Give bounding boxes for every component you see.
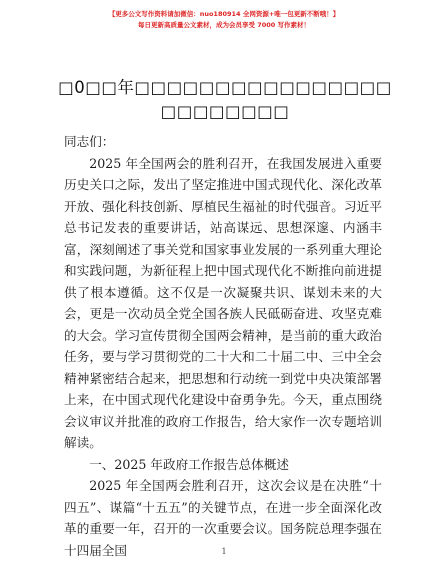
- promo-banner-line-1: 【更多公文写作资料请加微信：nuo180914 全网资源+唯一包更新不断哦！】: [108, 10, 340, 18]
- page-number: 1: [221, 547, 227, 556]
- document-body: [64, 131, 382, 561]
- paragraph-section-1: 2025 年全国两会胜利召开，这次会议是在决胜“十四五”、谋篇“十五五”的关键节点，在进一步全面深化改革的重要一年，召开的一次重要会议。国务院总理李强在十四届全国: [64, 478, 382, 558]
- greeting: 同志们：: [64, 134, 115, 149]
- document-title: □0□□年□□□□□□□□□□□□□□□□□□□□□□□□: [58, 78, 392, 121]
- paragraph-intro: 2025 年全国两会的胜利召开，在我国发展进入重要历史关口之际，发出了坚定推进中国式现代化、深化改革开放、强化科技创新、厚植民生福祉的时代强音。习近平总书记发表的重要讲话，站高谋远、思想深邃、内涵丰富，深刻阐述了事关党和国家事业发展的一系列重大理论和实践问题，为新征程上把中国式现代化不断推向前进提供了根本遵循。这不仅是一次凝聚共识、谋划未来的大会，更是一次动员全党全国各族人民砥砺奋进、攻坚克难的大会。学习宣传贯彻全国两会精神，是当前的重大政治任务，要与学习贯彻党的二十大和二十届二中、三中全会精神紧密结合起来，把思想和行动统一到党中央决策部署上来，在中国式现代化建设中奋勇争先。今天，重点围绕会议审议并批准的政府工作报告，给大家作一次专题培训解读。: [64, 155, 382, 450]
- section-heading-1: 一、2025 年政府工作报告总体概述: [89, 456, 289, 472]
- promo-banner-line-2: 每日更新高质量公文素材，成为会员享受 7000 写作素材！: [137, 21, 311, 29]
